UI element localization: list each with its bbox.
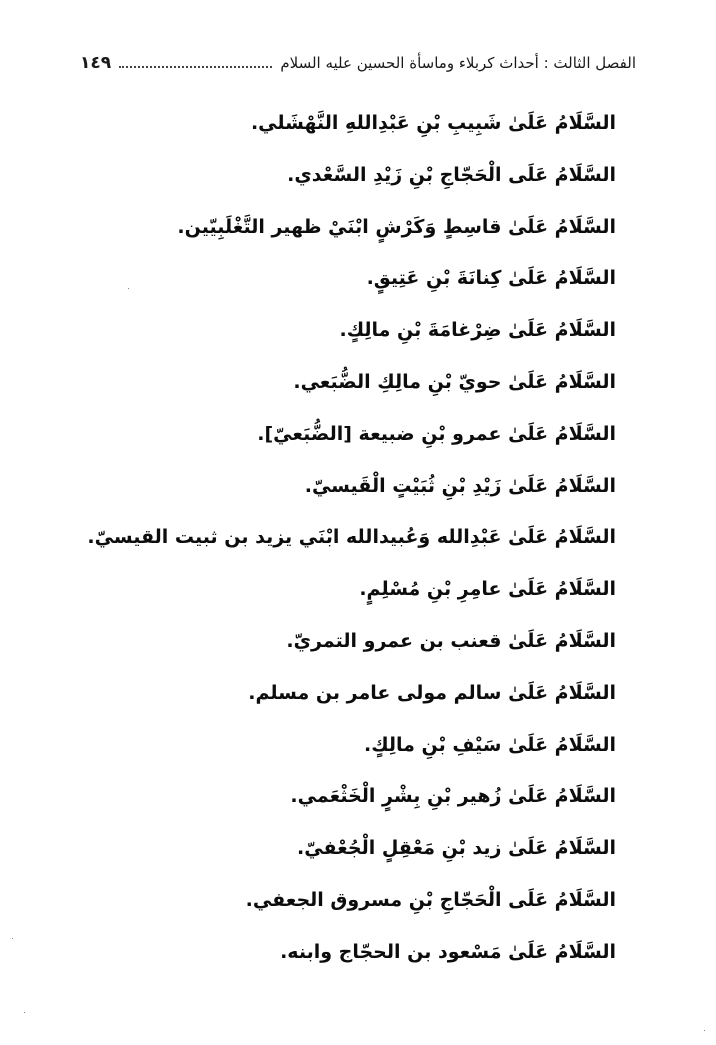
- salutation-line: السَّلَامُ عَلَىٰ كِنانَةَ بْنِ عَتِيقٍ.: [366, 267, 616, 290]
- scan-speck: [704, 1030, 705, 1031]
- running-header: [80, 50, 636, 76]
- salutation-line: السَّلَامُ عَلَىٰ شَبِيبِ بْنِ عَبْدِاللهِ النَّهْشَلي.: [250, 112, 616, 134]
- salutation-line: السَّلَامُ عَلَىٰ زيد بْنِ مَعْقِلٍ الْجُعْفيّ.: [297, 837, 616, 860]
- salutation-line: السَّلَامُ عَلَىٰ عمرو بْنِ ضبيعة [الضُّبَعيّ].: [257, 422, 616, 445]
- scan-speck: [24, 1012, 25, 1013]
- page-number: ١٤٩: [80, 53, 112, 73]
- salutation-line: السَّلَامُ عَلَىٰ ضِرْغامَةَ بْنِ مالِكٍ.: [339, 319, 616, 342]
- salutation-line: السَّلَامُ عَلَىٰ حويّ بْنِ مالِكِ الضُّبَعي.: [293, 370, 616, 393]
- salutation-line: السَّلَامُ عَلَىٰ عامِرِ بْنِ مُسْلِمٍ.: [359, 578, 616, 601]
- salutation-line: السَّلَامُ عَلَىٰ عَبْدِالله وَعُبيدالله ابْنَي يزيد بن ثبيت القيسيّ.: [87, 526, 616, 549]
- leader-dots: [119, 66, 272, 68]
- salutation-line: السَّلَامُ عَلَىٰ قعنب بن عمرو التمريّ.: [286, 629, 616, 652]
- chapter-title: الفصل الثالث : أحداث كربلاء وماسأة الحسين عليه السلام: [280, 54, 636, 72]
- salutation-line: السَّلَامُ عَلَىٰ سالم مولى عامر بن مسلم.: [248, 681, 616, 704]
- scan-speck: [12, 938, 13, 939]
- salutation-line: السَّلَامُ عَلَىٰ مَسْعود بن الحجّاج وابنه.: [280, 940, 616, 963]
- salutation-list: [87, 98, 616, 979]
- salutation-line: السَّلَامُ عَلَىٰ زُهير بْنِ بِشْرٍ الْخَثْعَمي.: [290, 785, 616, 808]
- scan-speck: [128, 288, 129, 289]
- salutation-line: السَّلَامُ عَلَى الْحَجّاجِ بْنِ زَيْدِ السَّعْدي.: [287, 163, 616, 186]
- salutation-line: السَّلَامُ عَلَىٰ زَيْدِ بْنِ ثُبَيْتٍ الْقَيسيّ.: [304, 474, 616, 497]
- salutation-line: السَّلَامُ عَلَى الْحَجّاجِ بْنِ مسروق الجعفي.: [245, 888, 616, 911]
- salutation-line: السَّلَامُ عَلَىٰ قاسِطٍ وَكَرْشٍ ابْنَيْ ظهير التَّغْلَبِيّين.: [177, 215, 616, 238]
- salutation-line: السَّلَامُ عَلَىٰ سَيْفِ بْنِ مالِكٍ.: [364, 733, 616, 756]
